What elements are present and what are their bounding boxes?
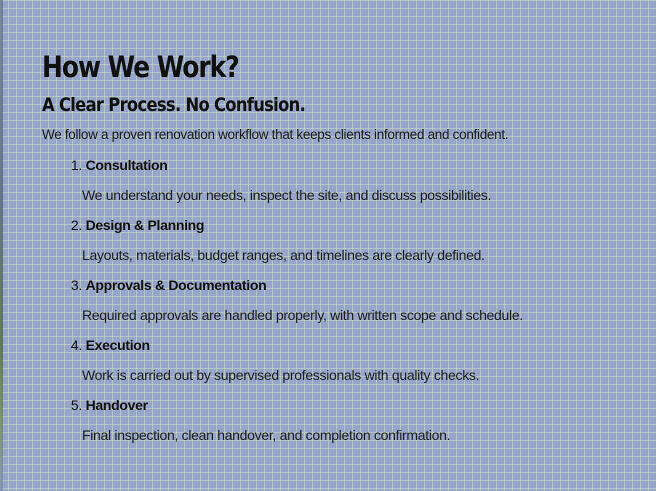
step-title: Consultation bbox=[85, 157, 168, 173]
step-header bbox=[68, 275, 266, 295]
step-header bbox=[68, 395, 148, 415]
process-step bbox=[42, 155, 642, 215]
step-header bbox=[68, 335, 150, 355]
step-description: We understand your needs, inspect the site, and discuss possibilities. bbox=[82, 187, 492, 203]
process-step bbox=[42, 335, 642, 395]
step-title: Approvals & Documentation bbox=[85, 277, 267, 293]
step-header bbox=[68, 215, 204, 235]
step-title: Design & Planning bbox=[85, 217, 205, 233]
section-intro: We follow a proven renovation workflow that keeps clients informed and confident. bbox=[42, 127, 509, 142]
process-steps-list bbox=[42, 155, 642, 455]
section-heading: How We Work? bbox=[42, 50, 239, 84]
process-step bbox=[42, 215, 642, 275]
how-we-work-section bbox=[42, 48, 642, 455]
step-header bbox=[68, 155, 168, 175]
process-step bbox=[42, 395, 642, 455]
step-number: 2. bbox=[70, 217, 82, 233]
process-step bbox=[42, 275, 642, 335]
step-title: Execution bbox=[85, 337, 150, 353]
step-number: 4. bbox=[70, 337, 82, 353]
step-description: Required approvals are handled properly, with written scope and schedule. bbox=[82, 307, 523, 323]
step-title: Handover bbox=[85, 397, 148, 413]
step-description: Final inspection, clean handover, and completion confirmation. bbox=[82, 427, 451, 443]
background-image-edge bbox=[0, 0, 3, 491]
section-subheading: A Clear Process. No Confusion. bbox=[42, 94, 306, 116]
step-description: Layouts, materials, budget ranges, and timelines are clearly defined. bbox=[82, 247, 485, 263]
step-number: 5. bbox=[70, 397, 82, 413]
step-description: Work is carried out by supervised professionals with quality checks. bbox=[82, 367, 480, 383]
step-number: 1. bbox=[70, 157, 82, 173]
step-number: 3. bbox=[70, 277, 82, 293]
